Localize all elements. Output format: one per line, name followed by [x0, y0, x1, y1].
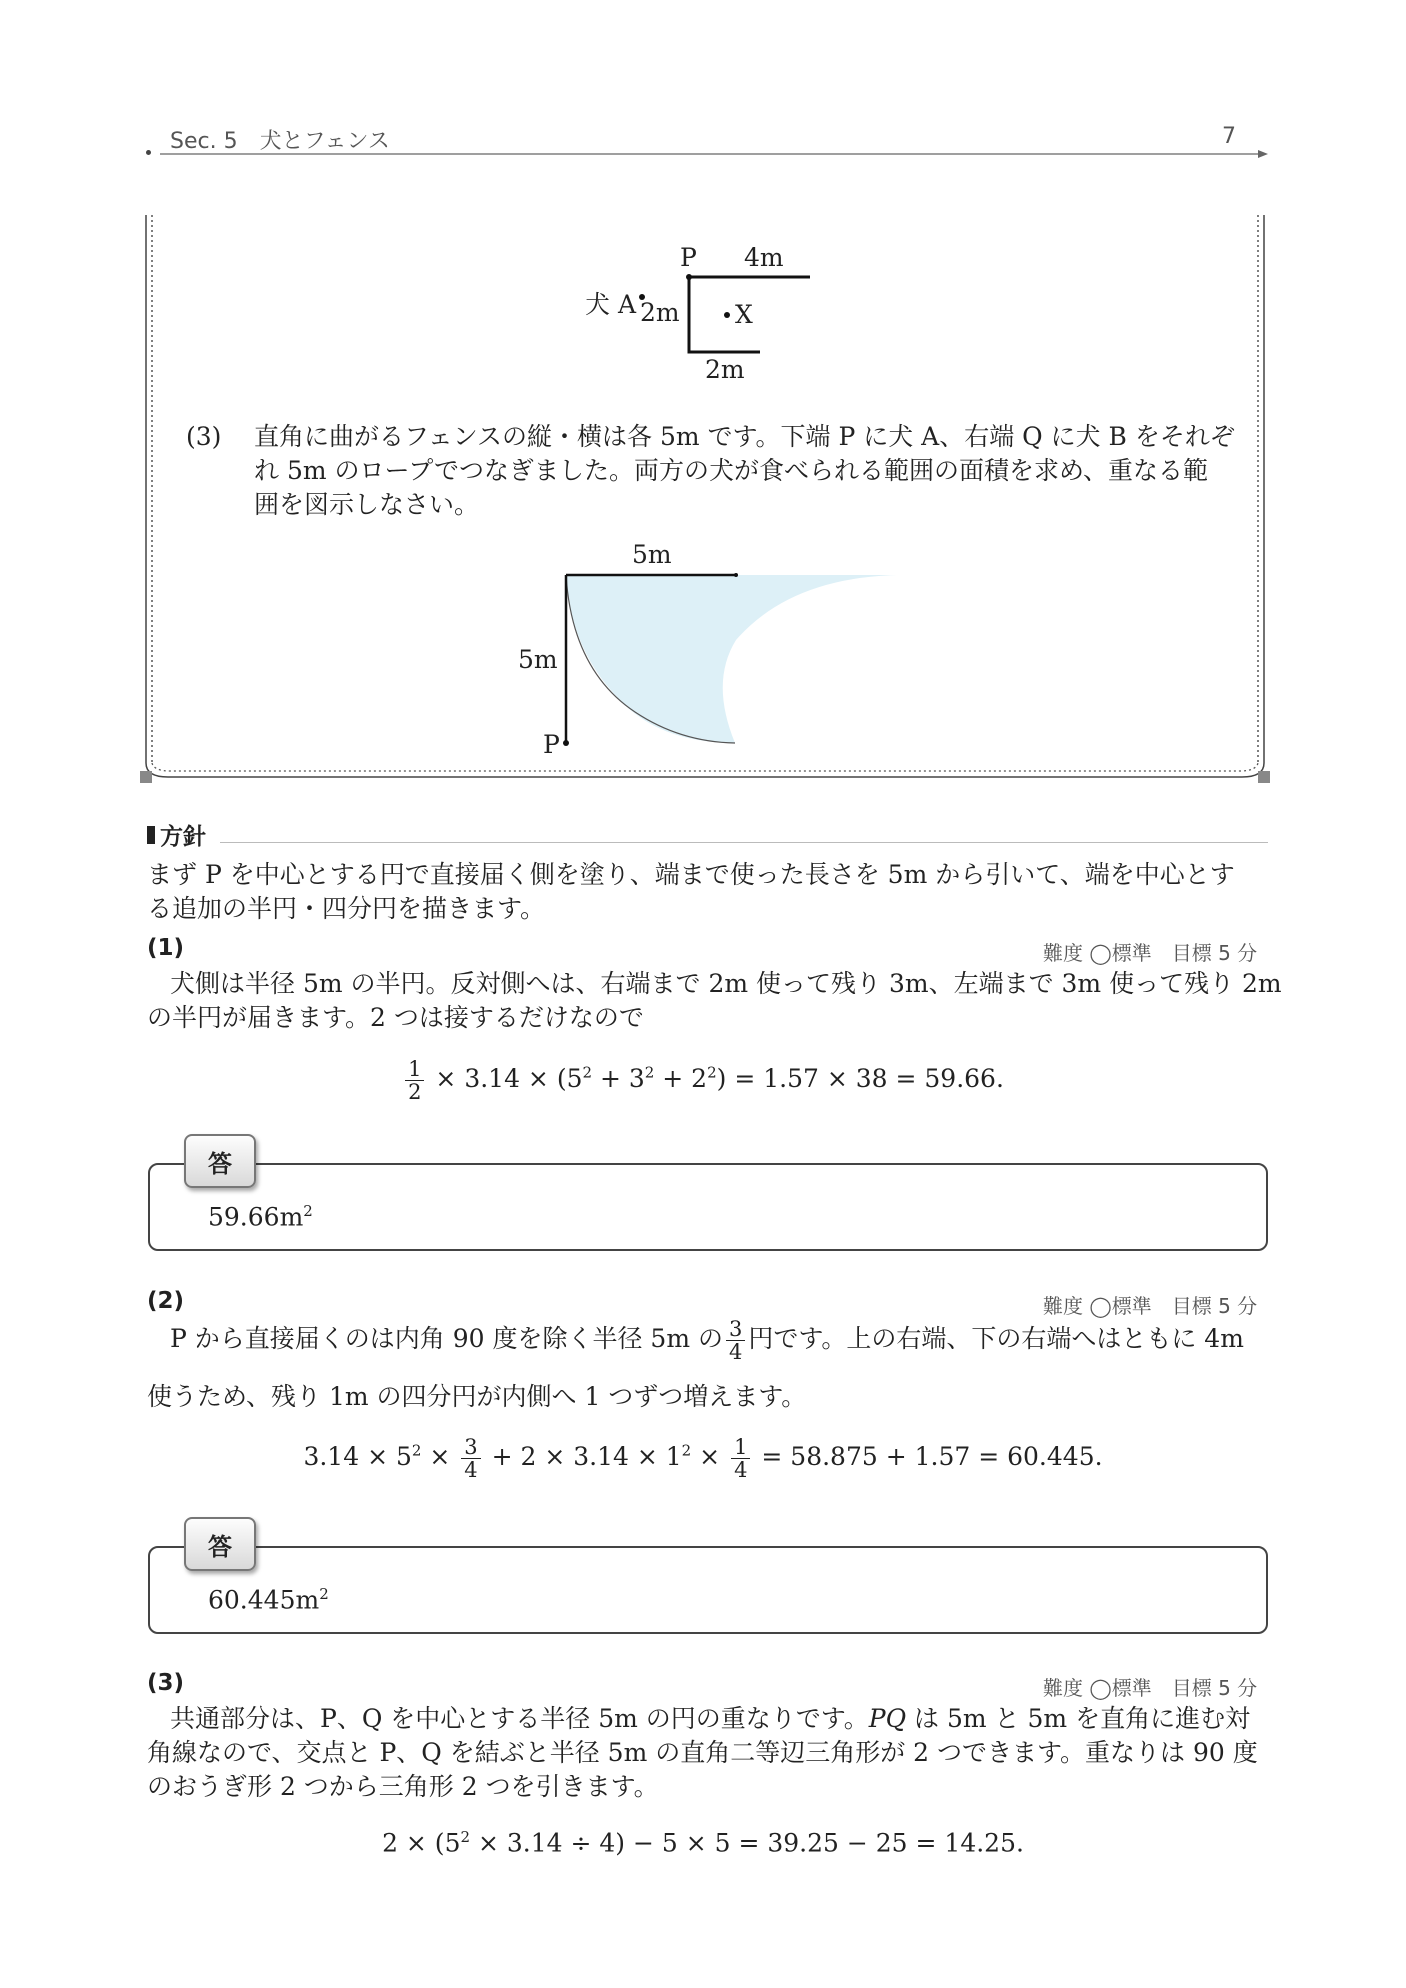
point-p [686, 274, 692, 280]
frac-1-2: $\frac{1}{2}$ [405, 1058, 424, 1103]
hoshin-title: 方針 [160, 824, 206, 850]
sol2-line2: 使うため、残り 1m の四分円が内側へ 1 つずつ増えます。 [147, 1382, 807, 1411]
problem3-line3: 囲を図示しなさい。 [254, 490, 480, 519]
figure-fence-overlap [540, 560, 920, 760]
fig2-label-left: 5m [518, 645, 558, 674]
point-x [724, 312, 730, 318]
frac-3-4-formula: $\frac{3}{4}$ [461, 1436, 480, 1481]
fig1-label-dog-a: 犬 A [585, 290, 637, 319]
sol3-line3: のおうぎ形 2 つから三角形 2 つを引きます。 [147, 1772, 659, 1801]
fig2-label-p: P [543, 730, 560, 759]
problem3-line1: 直角に曲がるフェンスの縦・横は各 5m です。下端 P に犬 A、右端 Q に犬 B をそれぞ [254, 422, 1235, 451]
problem3-number: (3) [186, 422, 222, 451]
sol1-formula: $\frac{1}{2}$ × $3.14 \times (5^2 + 3^2 + 2^2) = 1.57 \times 38 = 59.66$. [0, 1058, 1406, 1103]
page-number: 7 [1222, 124, 1236, 149]
frac-3-4: $\frac{3}{4}$ [726, 1318, 745, 1363]
fig2-label-top: 5m [632, 540, 672, 569]
sol2-formula: $3.14 \times 5^2$ × $\frac{3}{4}$ + $2 \times 3.14 \times 1^2$ × $\frac{1}{4}$ = 58.875 + 1.57 = 60.445. [303, 1435, 1103, 1482]
sol1-label: (1) [147, 935, 185, 961]
sol1-meta: 難度 ◯標準 目標 5 分 [1043, 941, 1258, 965]
sol3-formula: $2 \times (5^2 \times 3.14 \div 4) - 5 \times 5 = 39.25 - 25 = 14.25$. [382, 1828, 1024, 1858]
sol1-line1: 犬側は半径 5m の半円。反対側へは、右端まで 2m 使って残り 3m、左端まで 3m 使って残り 2m [170, 969, 1282, 998]
fig1-label-4m: 4m [744, 243, 784, 272]
answer-value-1: $59.66m^2$ [208, 1202, 313, 1232]
hoshin-line1: まず P を中心とする円で直接届く側を塗り、端まで使った長さを 5m から引いて、端を中心とす [147, 860, 1235, 889]
sol3-label: (3) [147, 1670, 185, 1696]
sol2-meta: 難度 ◯標準 目標 5 分 [1043, 1294, 1258, 1318]
hoshin-rule [220, 842, 1268, 843]
fig1-label-2m-bottom: 2m [705, 355, 745, 384]
section-title: Sec. 5 犬とフェンス [170, 129, 390, 154]
hoshin-line2: る追加の半円・四分円を描きます。 [147, 894, 546, 923]
sol2-label: (2) [147, 1288, 185, 1314]
answer-value-2: $60.445m^2$ [208, 1585, 329, 1615]
fig1-label-2m-left: 2m [640, 298, 680, 327]
answer-tab-1: 答 [184, 1134, 256, 1188]
answer-box-1 [148, 1163, 1268, 1251]
sol2-line1: P から直接届くのは内角 90 度を除く半径 5m の $\frac{3}{4}$ 円です。上の右端、下の右端へはともに 4m [170, 1317, 1244, 1364]
fig1-label-p: P [680, 243, 697, 272]
sol3-meta: 難度 ◯標準 目標 5 分 [1043, 1676, 1258, 1700]
hoshin-marker [147, 826, 155, 844]
header-rule [160, 148, 1270, 160]
fig2-point-p [563, 740, 569, 746]
sol1-line2: の半円が届きます。2 つは接するだけなので [147, 1003, 644, 1032]
frac-1-4-formula: $\frac{1}{4}$ [731, 1436, 750, 1481]
header-dot [146, 150, 151, 155]
answer-tab-2: 答 [184, 1517, 256, 1571]
problem3-line2: れ 5m のロープでつなぎました。両方の犬が食べられる範囲の面積を求め、重なる範 [254, 456, 1209, 485]
sol3-line2: 角線なので、交点と P、Q を結ぶと半径 5m の直角二等辺三角形が 2 つできます。重なりは 90 度 [147, 1738, 1258, 1767]
sol3-line1: 共通部分は、P、Q を中心とする半径 5m の円の重なりです。PQ は 5m と 5m を直角に進む対 [170, 1704, 1251, 1733]
fig1-label-x: X [735, 300, 753, 329]
